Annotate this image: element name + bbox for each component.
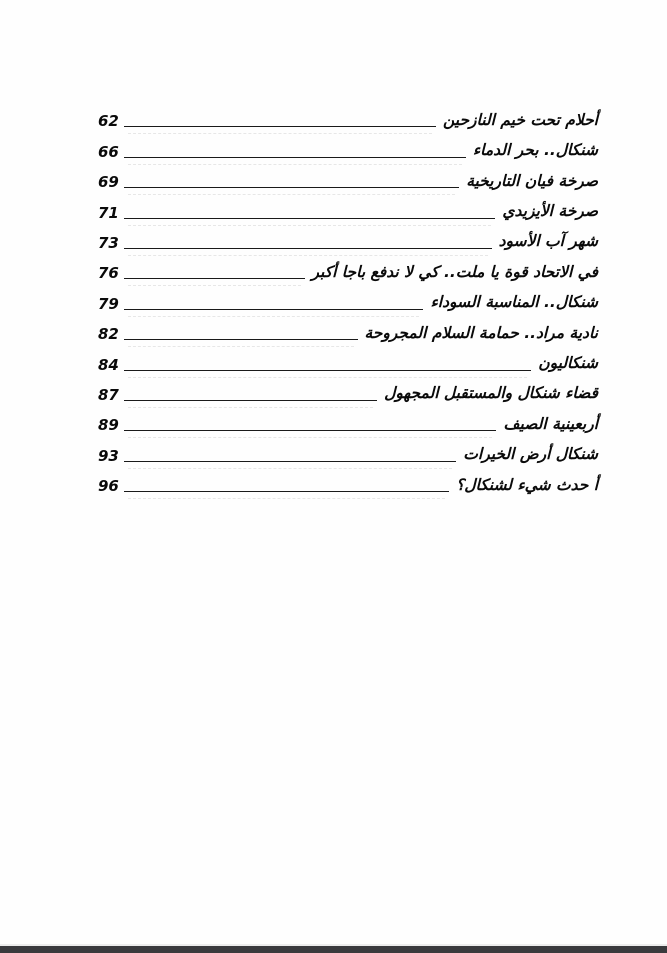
toc-entry (98, 195, 598, 225)
entry-title: في الاتحاد قوة يا ملت.. كي لا ندفع باجا أكبر (311, 262, 598, 281)
toc-entry (98, 165, 598, 195)
page-bottom-edge (0, 944, 667, 953)
entry-title: أحلام تحت خيم النازحين (442, 110, 598, 129)
leader-line (124, 126, 436, 127)
leader-line (124, 339, 358, 340)
entry-title: شنكال.. بحر الدماء (472, 141, 598, 160)
entry-title: صرخة الأيزيدي (502, 202, 598, 221)
toc-entry (98, 438, 598, 468)
toc-entry (98, 256, 598, 286)
entry-title: أ حدث شيء لشنكال؟ (456, 475, 598, 494)
entry-page-number: 62 (98, 112, 119, 131)
entry-title: صرخة فيان التاريخية (466, 171, 598, 190)
entry-page-number: 73 (98, 233, 119, 252)
entry-page-number: 82 (98, 325, 119, 344)
entry-title: شهر آب الأسود (498, 232, 598, 251)
leader-line (124, 157, 466, 158)
entry-title: شنكاليون (538, 354, 598, 373)
entry-page-number: 96 (98, 477, 119, 496)
table-of-contents (98, 104, 598, 499)
entry-page-number: 71 (98, 203, 119, 222)
toc-entry (98, 134, 598, 164)
toc-entry (98, 408, 598, 438)
leader-line (124, 248, 492, 249)
entry-page-number: 66 (98, 142, 119, 161)
entry-title: قضاء شنكال والمستقبل المجهول (384, 384, 598, 403)
leader-line (124, 218, 496, 219)
entry-page-number: 69 (98, 173, 119, 192)
toc-entry (98, 347, 598, 377)
leader-line (124, 430, 497, 431)
toc-entry (98, 469, 598, 499)
leader-line (124, 461, 456, 462)
entry-page-number: 76 (98, 264, 119, 283)
toc-entry (98, 286, 598, 316)
entry-title: نادية مراد.. حمامة السلام المجروحة (364, 323, 598, 342)
entry-page-number: 84 (98, 355, 119, 374)
toc-entry (98, 378, 598, 408)
entry-title: شنكال.. المناسبة السوداء (430, 293, 598, 312)
leader-line (124, 309, 424, 310)
leader-line (124, 278, 305, 279)
entry-page-number: 87 (98, 385, 119, 404)
leader-line (124, 187, 459, 188)
entry-title: شنكال أرض الخيرات (463, 445, 598, 464)
leader-line (124, 370, 531, 371)
leader-line (124, 400, 377, 401)
toc-entry (98, 104, 598, 134)
entry-page-number: 89 (98, 416, 119, 435)
entry-title: أربعينية الصيف (503, 414, 598, 433)
toc-entry (98, 226, 598, 256)
entry-page-number: 93 (98, 446, 119, 465)
leader-line (124, 491, 449, 492)
toc-entry (98, 317, 598, 347)
entry-page-number: 79 (98, 294, 119, 313)
